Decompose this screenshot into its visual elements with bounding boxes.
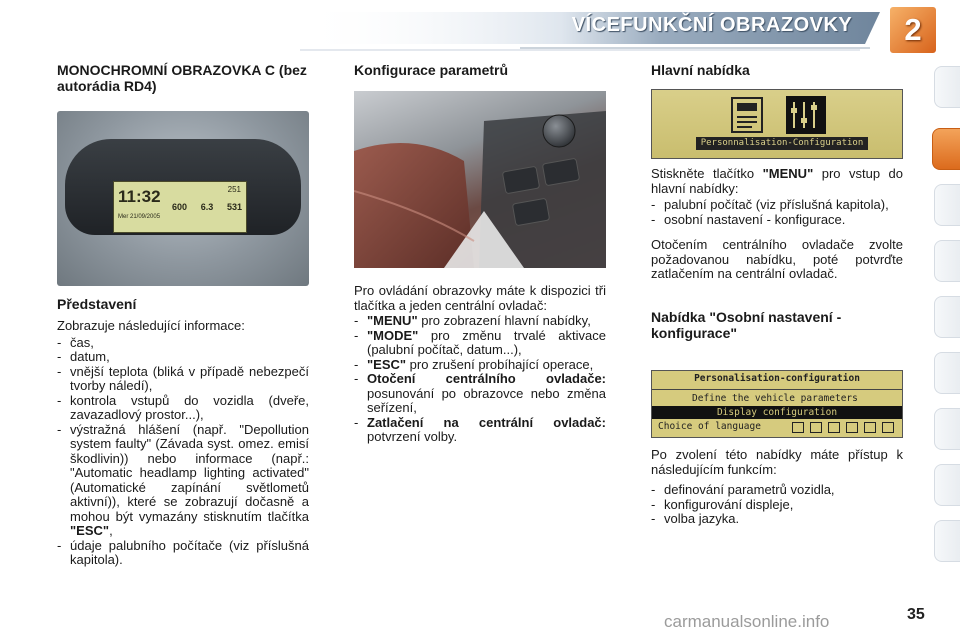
main-menu-list (651, 198, 903, 227)
flag-icon (792, 422, 804, 433)
chapter-tab-7[interactable] (934, 408, 960, 450)
right-column (651, 60, 903, 78)
menu-selected-item: Personnalisation-Configuration (696, 137, 868, 150)
intro-heading: Představení (57, 296, 137, 312)
left-section-title: MONOCHROMNÍ OBRAZOVKA C (bez autorádia RD4) (57, 62, 307, 94)
display-computer-values (172, 202, 242, 212)
dashboard-display-photo (57, 111, 309, 286)
display-value-3: 531 (226, 202, 242, 212)
chapter-tabs (934, 66, 960, 576)
middle-text-block (354, 284, 606, 445)
left-column (57, 60, 309, 94)
list-item: - konfigurování displeje, (651, 498, 903, 513)
main-menu-title: Hlavní nabídka (651, 62, 750, 78)
list-item: - definování parametrů vozidla, (651, 483, 903, 498)
flag-icon (864, 422, 876, 433)
display-temperature: 251 (227, 185, 241, 194)
list-item: - výstražná hlášení (např. "Depollution system faulty" (Závada syst. omez. emisí škodlivin)) nebo informace (např.: "Automatic headlamp lighting activated" (Automatické zapínání světlometů aktivní)), které se zobrazují dočasně a mohou být vymazány stisknutím tlačítka "ESC", (57, 423, 309, 539)
config-menu-title: Nabídka "Osobní nastavení - konfigurace" (651, 308, 842, 341)
list-item: - "MODE" pro změnu trvalé aktivace (palubní počítač, datum...), (354, 329, 606, 358)
flag-icon (846, 422, 858, 433)
list-item: - Zatlačení na centrální ovladač: potvrzení volby. (354, 416, 606, 445)
display-value-2: 6.3 (200, 202, 214, 212)
selection-instruction: Otočením centrálního ovladače zvolte požadovanou nabídku, poté potvrďte zatlačením na centrální ovladač. (651, 237, 903, 281)
controls-intro: Pro ovládání obrazovky máte k dispozici tři tlačítka a jeden centrální ovladač: (354, 283, 606, 313)
chapter-tab-2-active[interactable] (932, 128, 960, 170)
config-option-vehicle: Define the vehicle parameters (692, 393, 858, 404)
chapter-tab-5[interactable] (934, 296, 960, 338)
console-illustration (354, 91, 606, 268)
config-intro: Po zvolení této nabídky máte přístup k následujícím funkcím: (651, 447, 903, 477)
menu-instruction: Stiskněte tlačítko "MENU" pro vstup do hlavní nabídky: (651, 166, 903, 196)
chapter-tab-6[interactable] (934, 352, 960, 394)
list-item: - "MENU" pro zobrazení hlavní nabídky, (354, 314, 606, 329)
middle-column (354, 60, 606, 78)
chapter-tab-8[interactable] (934, 464, 960, 506)
settings-icon (786, 96, 826, 134)
display-time: 11:32 (118, 187, 161, 206)
list-item: - kontrola vstupů do vozidla (dveře, zavazadlový prostor...), (57, 394, 309, 423)
chapter-tab-4[interactable] (934, 240, 960, 282)
chapter-number: 2 (904, 12, 922, 47)
display-date: Mer 21/09/2005 (118, 214, 161, 220)
config-option-language: Choice of language (658, 421, 761, 432)
watermark: carmanualsonline.info (664, 612, 830, 631)
trip-computer-icon (732, 98, 762, 132)
main-menu-screen (651, 89, 903, 159)
intro-text: Zobrazuje následující informace: (57, 318, 245, 333)
display-value-1: 600 (172, 202, 188, 212)
monochrome-display (113, 181, 247, 233)
config-functions-list (651, 483, 903, 527)
list-item: - palubní počítač (viz příslušná kapitola), (651, 198, 903, 213)
config-option-display-selected: Display configuration (652, 406, 902, 419)
right-text-block (651, 167, 903, 341)
language-flag-icons (792, 422, 894, 433)
left-info-list (57, 336, 309, 568)
middle-section-title: Konfigurace parametrů (354, 62, 509, 78)
chapter-tab-3[interactable] (934, 184, 960, 226)
list-item: - "ESC" pro zrušení probíhající operace, (354, 358, 606, 373)
flag-icon (828, 422, 840, 433)
flag-icon (810, 422, 822, 433)
page-title: VÍCEFUNKČNÍ OBRAZOVKY (571, 14, 853, 36)
config-menu-screen (651, 370, 903, 438)
console-controls-photo (354, 91, 606, 268)
list-item: - čas, (57, 336, 309, 351)
header-band (0, 0, 960, 58)
flag-icon (882, 422, 894, 433)
controls-list (354, 314, 606, 445)
list-item: - vnější teplota (bliká v případě nebezpečí tvorby náledí), (57, 365, 309, 394)
left-text-block (57, 296, 309, 568)
list-item: - volba jazyka. (651, 512, 903, 527)
menu-icons (652, 90, 902, 140)
list-item: - datum, (57, 350, 309, 365)
config-screen-header: Personalisation-configuration (694, 373, 860, 384)
chapter-tab-9[interactable] (934, 520, 960, 562)
config-text-block (651, 448, 903, 527)
list-item: - Otočení centrálního ovladače: posunování po obrazovce nebo změna seřízení, (354, 372, 606, 416)
chapter-tab-1[interactable] (934, 66, 960, 108)
list-item: - osobní nastavení - konfigurace. (651, 213, 903, 228)
list-item: - údaje palubního počítače (viz příslušná kapitola). (57, 539, 309, 568)
page-number: 35 (907, 606, 925, 623)
